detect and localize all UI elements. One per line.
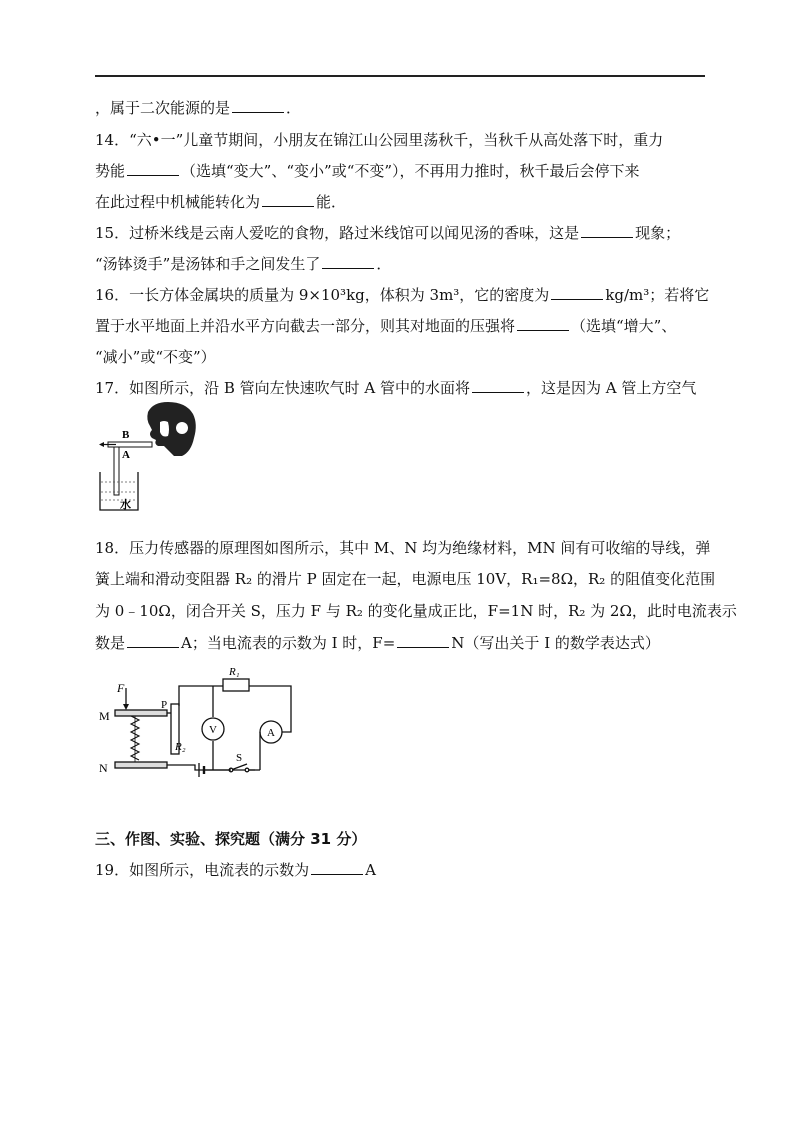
q19-pre: 19．如图所示，电流表的示数为 — [95, 861, 310, 879]
q13-tail — [95, 97, 301, 119]
q14-line2 — [95, 160, 640, 182]
label-a: A — [122, 449, 130, 461]
q15-blank-2[interactable] — [322, 254, 374, 269]
q13-blank[interactable] — [232, 98, 284, 113]
q19-blank[interactable] — [311, 860, 363, 875]
q17-l1-pre: 17．如图所示，沿 B 管向左快速吹气时 A 管中的水面将 — [95, 379, 471, 397]
q14-l3-post: 能． — [316, 193, 347, 211]
q16-line2 — [95, 315, 676, 337]
q15-line2 — [95, 253, 391, 275]
q14-line3 — [95, 191, 346, 213]
q18-line1: 18．压力传感器的原理图如图所示，其中 M、N 均为绝缘材料，MN 间有可收缩的导线，弹 — [95, 539, 711, 557]
label-v: V — [209, 724, 217, 736]
q16-l1-post: kg/m³；若将它 — [605, 286, 710, 304]
label-a-meter: A — [267, 727, 275, 739]
label-r2: R₂ — [175, 741, 186, 753]
q16-l1-pre: 16．一长方体金属块的质量为 9×10³kg，体积为 3m³，它的密度为 — [95, 286, 550, 304]
q18-blank-1[interactable] — [127, 633, 179, 648]
switch-s — [231, 764, 247, 770]
q16-line3: “减小”或“不变”） — [95, 348, 216, 366]
label-s: S — [236, 752, 243, 764]
face-silhouette — [147, 402, 195, 456]
resistor-r1 — [223, 679, 249, 691]
q18-line3: 为 0﹣10Ω，闭合开关 S，压力 F 与 R₂ 的变化量成正比，F=1N 时，R₂ 为 2Ω，此时电流表示 — [95, 602, 737, 620]
label-r1: R₁ — [229, 666, 240, 678]
q15-line1 — [95, 222, 680, 244]
q17-figure — [98, 400, 203, 515]
section-3-heading: 三、作图、实验、探究题（满分 31 分） — [95, 830, 367, 848]
q15-l1-post: 现象； — [635, 224, 681, 242]
q19-post: A — [365, 861, 376, 879]
label-f: F — [117, 681, 125, 695]
q17-line1 — [95, 377, 696, 399]
q16-blank-1[interactable] — [551, 285, 603, 300]
q15-l2-post: ． — [376, 255, 392, 273]
label-p: P — [161, 699, 168, 711]
q17-blank[interactable] — [472, 378, 524, 393]
q15-blank-1[interactable] — [581, 223, 633, 238]
q18-l4-mid: A；当电流表的示数为 I 时，F= — [181, 634, 396, 652]
q18-l4-pre: 数是 — [95, 634, 126, 652]
q14-blank-1[interactable] — [127, 161, 179, 176]
plate-m — [115, 710, 167, 716]
label-water: 水 — [120, 499, 131, 511]
q14-line1: 14．“六•一”儿童节期间，小朋友在锦江山公园里荡秋千，当秋千从高处落下时，重力 — [95, 131, 664, 149]
q14-l2-post: （选填“变大”、“变小”或“不变”），不再用力推时，秋千最后会停下来 — [181, 162, 640, 180]
q16-l2-pre: 置于水平地面上并沿水平方向截去一部分，则其对地面的压强将 — [95, 317, 516, 335]
tube-a — [114, 447, 119, 495]
q16-line1 — [95, 284, 709, 306]
q13-text: ，属于二次能源的是 — [95, 99, 231, 117]
q18-line4 — [95, 632, 660, 654]
q18-blank-2[interactable] — [397, 633, 449, 648]
header-rule — [95, 75, 705, 77]
q18-line2: 簧上端和滑动变阻器 R₂ 的滑片 P 固定在一起，电源电压 10V，R₁=8Ω，R₂ 的阻值变化范围 — [95, 570, 716, 588]
label-m: M — [99, 709, 110, 723]
label-n: N — [99, 761, 108, 775]
q15-l1-pre: 15．过桥米线是云南人爱吃的食物，路过米线馆可以闻见汤的香味，这是 — [95, 224, 580, 242]
label-b: B — [122, 429, 130, 441]
q19-line — [95, 859, 376, 881]
q14-l3-pre: 在此过程中机械能转化为 — [95, 193, 261, 211]
q14-l2-pre: 势能 — [95, 162, 126, 180]
q17-l1-post: ，这是因为 A 管上方空气 — [526, 379, 697, 397]
q16-l2-post: （选填“增大”、 — [571, 317, 677, 335]
q18-circuit-figure — [95, 662, 295, 782]
q18-l4-post: N（写出关于 I 的数学表达式） — [451, 634, 660, 652]
q13-end: ． — [286, 99, 302, 117]
q16-blank-2[interactable] — [517, 316, 569, 331]
q15-l2-pre: “汤钵烫手”是汤钵和手之间发生了 — [95, 255, 321, 273]
plate-n — [115, 762, 167, 768]
q14-blank-2[interactable] — [262, 192, 314, 207]
